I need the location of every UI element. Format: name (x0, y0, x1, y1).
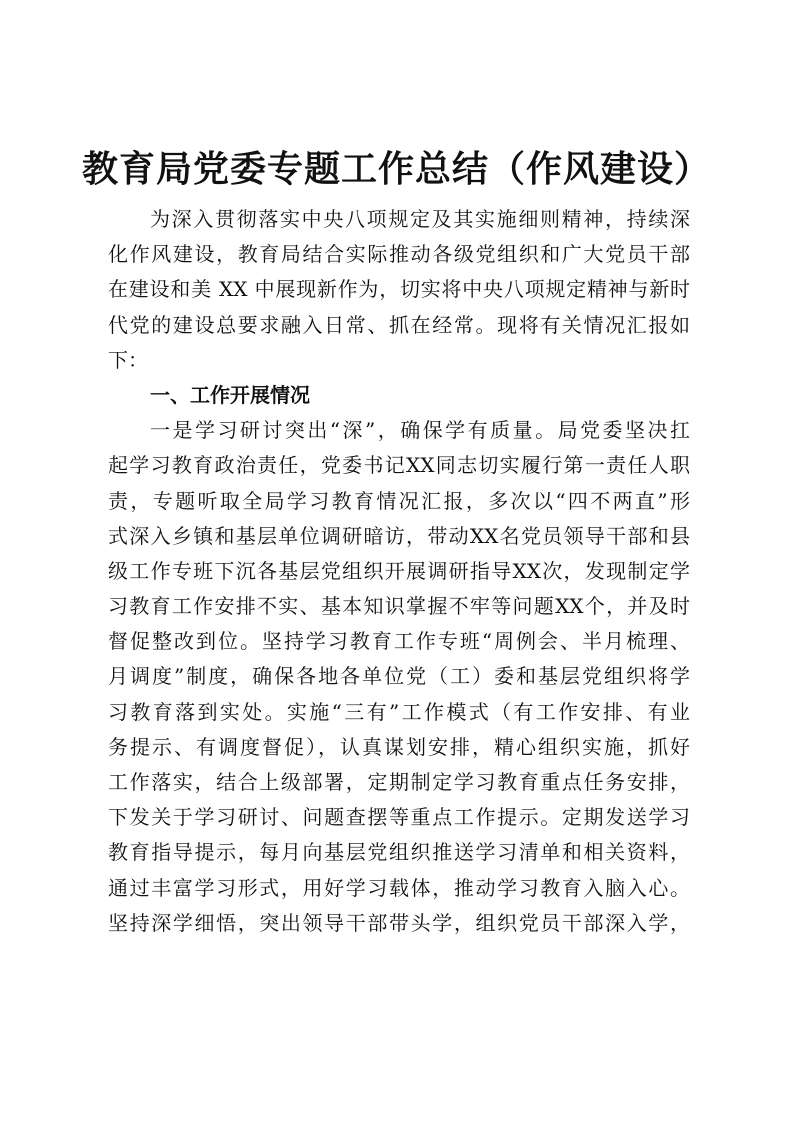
paragraph-line: 一是学习研讨突出“深”，确保学有质量。局党委坚决扛 (150, 418, 690, 443)
paragraph-line: 起学习教育政治责任，党委书记XX同志切实履行第一责任人职 (108, 453, 690, 478)
paragraph-line: 务提示、有调度督促），认真谋划安排，精心组织实施，抓好 (108, 734, 690, 759)
paragraph-line: 下： (108, 347, 148, 372)
paragraph-line: 教育指导提示，每月向基层党组织推送学习清单和相关资料， (108, 840, 690, 865)
paragraph-line: 月调度”制度，确保各地各单位党（工）委和基层党组织将学 (108, 664, 690, 689)
paragraph-line: 工作落实，结合上级部署，定期制定学习教育重点任务安排， (108, 770, 690, 794)
paragraph-line: 责，专题听取全局学习教育情况汇报，多次以“四不两直”形 (108, 488, 690, 513)
paragraph-line: 通过丰富学习形式，用好学习载体，推动学习教育入脑入心。 (108, 875, 690, 900)
paragraph-line: 级工作专班下沉各基层党组织开展调研指导XX次，发现制定学 (108, 558, 690, 583)
paragraph-line: 督促整改到位。坚持学习教育工作专班“周例会、半月梳理、 (108, 629, 690, 654)
paragraph-line: 坚持深学细悟，突出领导干部带头学，组织党员干部深入学， (108, 910, 690, 935)
paragraph-line: 为深入贯彻落实中央八项规定及其实施细则精神，持续深 (150, 207, 690, 231)
document-body (108, 202, 690, 941)
paragraph-line: 习教育工作安排不实、基本知识掌握不牢等问题XX个，并及时 (108, 594, 690, 619)
document-title: 教育局党委专题工作总结（作风建设） (81, 148, 711, 190)
paragraph-line: 代党的建设总要求融入日常、抓在经常。现将有关情况汇报如 (108, 312, 690, 337)
paragraph-line: 在建设和美 XX 中展现新作为，切实将中央八项规定精神与新时 (108, 277, 690, 302)
paragraph-line: 下发关于学习研讨、问题查摆等重点工作提示。定期发送学习 (108, 805, 690, 830)
section-heading: 一、工作开展情况 (150, 382, 310, 407)
paragraph-line: 式深入乡镇和基层单位调研暗访，带动XX名党员领导干部和县 (108, 523, 690, 548)
paragraph-line: 化作风建设，教育局结合实际推动各级党组织和广大党员干部 (108, 242, 690, 267)
paragraph-line: 习教育落到实处。实施“三有”工作模式（有工作安排、有业 (108, 699, 690, 724)
